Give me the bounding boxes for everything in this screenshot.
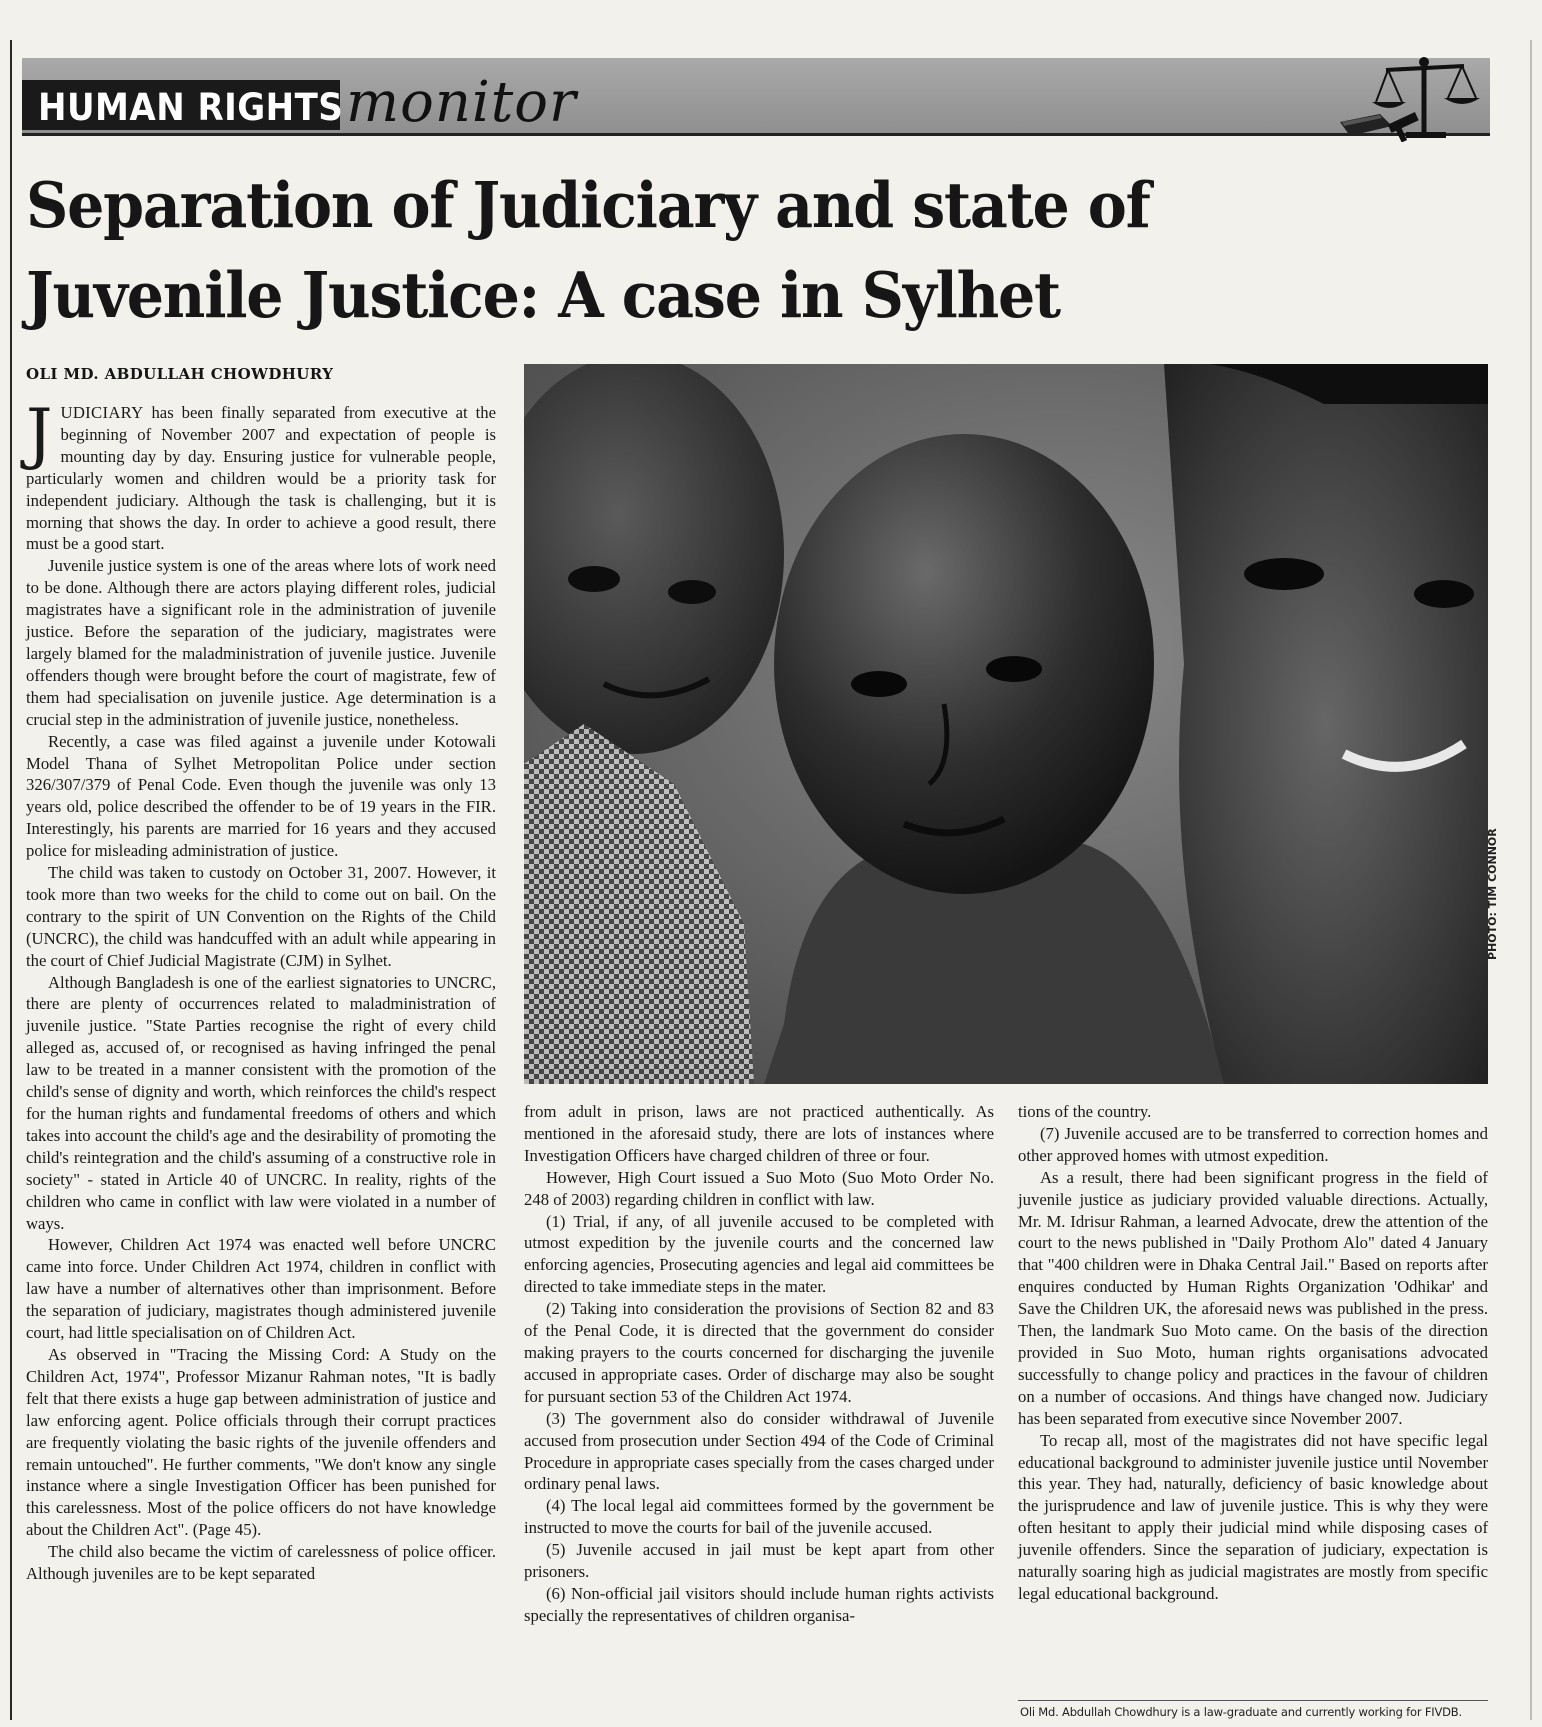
paragraph: As observed in "Tracing the Missing Cord: A Study on the Children Act, 1974", Professor Mizanur Rahman notes, "It is badly felt that there exists a huge gap between administration of justice and law enforcing agent. Police officials through their corrupt practices are frequently violating the basic rights of the juvenile offenders and remain untouched". He further comments, "We don't know any single instance where a single Investigation Officer has been punished for this carelessness. Most of the police officers do not have knowledge about the Children Act". (Page 45). bbox=[26, 1344, 496, 1540]
lead-word: UDICIARY bbox=[60, 403, 144, 422]
section-subtitle: monitor bbox=[346, 70, 577, 135]
page-border-right bbox=[1530, 40, 1532, 1720]
paragraph: (7) Juvenile accused are to be transferred to correction homes and other approved homes with utmost expedition. bbox=[1018, 1123, 1488, 1165]
page-border bbox=[10, 40, 12, 1720]
paragraph: (6) Non-official jail visitors should include human rights activists specially the representatives of children organisa- bbox=[524, 1583, 994, 1625]
divider bbox=[1018, 1700, 1488, 1701]
paragraph: (2) Taking into consideration the provisions of Section 82 and 83 of the Penal Code, it is directed that the government do consider making prayers to the courts concerned for discharging the juvenile accused in appropriate cases. Order of discharge may also be sought for pursuant section 53 of the Children Act 1974. bbox=[524, 1299, 994, 1406]
paragraph: However, Children Act 1974 was enacted well before UNCRC came into force. Under Children Act 1974, children in conflict with law have a number of alternatives other than imprisonment. Before the separation of judiciary, magistrates though administered juvenile court, had little specialisation on of Children Act. bbox=[26, 1235, 496, 1343]
drop-cap: J bbox=[26, 395, 53, 472]
article-column-1 bbox=[26, 395, 496, 1702]
paragraph: (3) The government also do consider withdrawal of Juvenile accused from prosecution under Section 494 of the Code of Criminal Procedure in appropriate cases specially from the cases charged under ordinary penal laws. bbox=[524, 1408, 994, 1494]
paragraph: tions of the country. bbox=[1018, 1102, 1152, 1121]
article-column-2 bbox=[524, 1101, 994, 1701]
photo-credit: PHOTO: TIM CONNOR bbox=[1486, 828, 1499, 960]
section-title: HUMAN RIGHTS bbox=[38, 86, 344, 129]
paragraph: from adult in prison, laws are not practiced authentically. As mentioned in the aforesaid study, there are lots of instances where Investigation Officers have charged children of three or four. bbox=[524, 1102, 994, 1165]
paragraph: The child was taken to custody on October 31, 2007. However, it took more than two weeks for the child to come out on bail. On the contrary to the spirit of UN Convention on the Rights of the Child (UNCRC), the child was handcuffed with an adult while appearing in the court of Chief Judicial Magistrate (CJM) in Sylhet. bbox=[26, 863, 496, 970]
paragraph: The child also became the victim of carelessness of police officer. Although juveniles are to be kept separated bbox=[26, 1542, 496, 1584]
paragraph: To recap all, most of the magistrates did not have specific legal educational background to administer juvenile justice until November this year. They had, naturally, deficiency of basic knowledge about the jurisprudence and law of juvenile justice. This is why they were often hesitant to apply their judicial mind while disposing cases of juvenile offenders. Since the separation of judiciary, expectation is naturally soaring high as judicial magistrates are mostly from specific legal educational background. bbox=[1018, 1430, 1488, 1603]
paragraph: Although Bangladesh is one of the earliest signatories to UNCRC, there are plenty of occurrences related to maladministration of juvenile justice. "State Parties recognise the right of every child alleged as, accused of, or recognised as having infringed the penal law to be treated in a manner consistent with the promotion of the child's sense of dignity and worth, which reinforces the child's respect for the human rights and fundamental freedoms of others and which takes into account the child's age and the desirability of promoting the child's reintegration and the child's assuming of a constructive role in society" - stated in Article 40 of UNCRC. In reality, rights of the children who came in conflict with law were violated in a number of ways. bbox=[26, 972, 496, 1233]
paragraph: (5) Juvenile accused in jail must be kept apart from other prisoners. bbox=[524, 1540, 994, 1582]
paragraph bbox=[26, 395, 496, 555]
article-headline: Separation of Judiciary and state of Juvenile Justice: A case in Sylhet bbox=[26, 168, 1150, 332]
paragraph: (1) Trial, if any, of all juvenile accused to be completed with utmost expedition by the juvenile courts and the concerned law enforcing agencies, Prosecuting agencies and legal aid committees be directed to take immediate steps in the mater. bbox=[524, 1211, 994, 1297]
paragraph: (4) The local legal aid committees formed by the government be instructed to move the courts for bail of the juvenile accused. bbox=[524, 1496, 994, 1538]
byline: OLI MD. ABDULLAH CHOWDHURY bbox=[26, 365, 334, 383]
author-note: Oli Md. Abdullah Chowdhury is a law-graduate and currently working for FIVDB. bbox=[1020, 1705, 1462, 1719]
paragraph: As a result, there had been significant progress in the field of juvenile justice as judiciary provided valuable directions. Actually, Mr. M. Idrisur Rahman, a learned Advocate, drew the attention of the court to the news published in "Daily Prothom Alo" dated 4 January that "400 children were in Dhaka Central Jail." Based on reports after enquires conducted by Human Rights Organization 'Odhikar' and Save the Children UK, the aforesaid news was published in the press. Then, the landmark Suo Moto came. On the basis of the direction provided in Suo Moto, human rights organisations advocated successfully to change policy and practices in the favour of children on a number of occasions. And things have changed now. Judiciary has been separated from executive since November 2007. bbox=[1018, 1167, 1488, 1428]
paragraph-text: has been finally separated from executive at the beginning of November 2007 and expectation of people is mounting day by day. Ensuring justice for vulnerable people, particularly women and children would be a priority task for independent judiciary. Although the task is challenging, but it is morning that shows the day. In order to achieve a good result, there must be a good start. bbox=[26, 403, 496, 554]
article-photo bbox=[524, 364, 1488, 1084]
paragraph: However, High Court issued a Suo Moto (Suo Moto Order No. 248 of 2003) regarding children in conflict with law. bbox=[524, 1167, 994, 1209]
scales-of-justice-icon bbox=[1336, 52, 1486, 142]
article-column-3 bbox=[1018, 1101, 1488, 1701]
children-photo-image bbox=[524, 364, 1488, 1084]
paragraph: Recently, a case was filed against a juvenile under Kotowali Model Thana of Sylhet Metropolitan Police under section 326/307/379 of Penal Code. Even though the juvenile was only 13 years old, police described the offender to be of 19 years in the FIR. Interestingly, his parents are married for 16 years and they accused police for misleading administration of justice. bbox=[26, 731, 496, 861]
paragraph: Juvenile justice system is one of the areas where lots of work need to be done. Although there are actors playing different roles, judicial magistrates have a significant role in the administration of juvenile justice. Before the separation of the judiciary, magistrates were largely blamed for the maladministration of juvenile justice. Juvenile offenders though were brought before the court of magistrate, few of them had specialisation on juvenile justice. Age determination is a crucial step in the administration of juvenile justice, nonetheless. bbox=[26, 556, 496, 729]
